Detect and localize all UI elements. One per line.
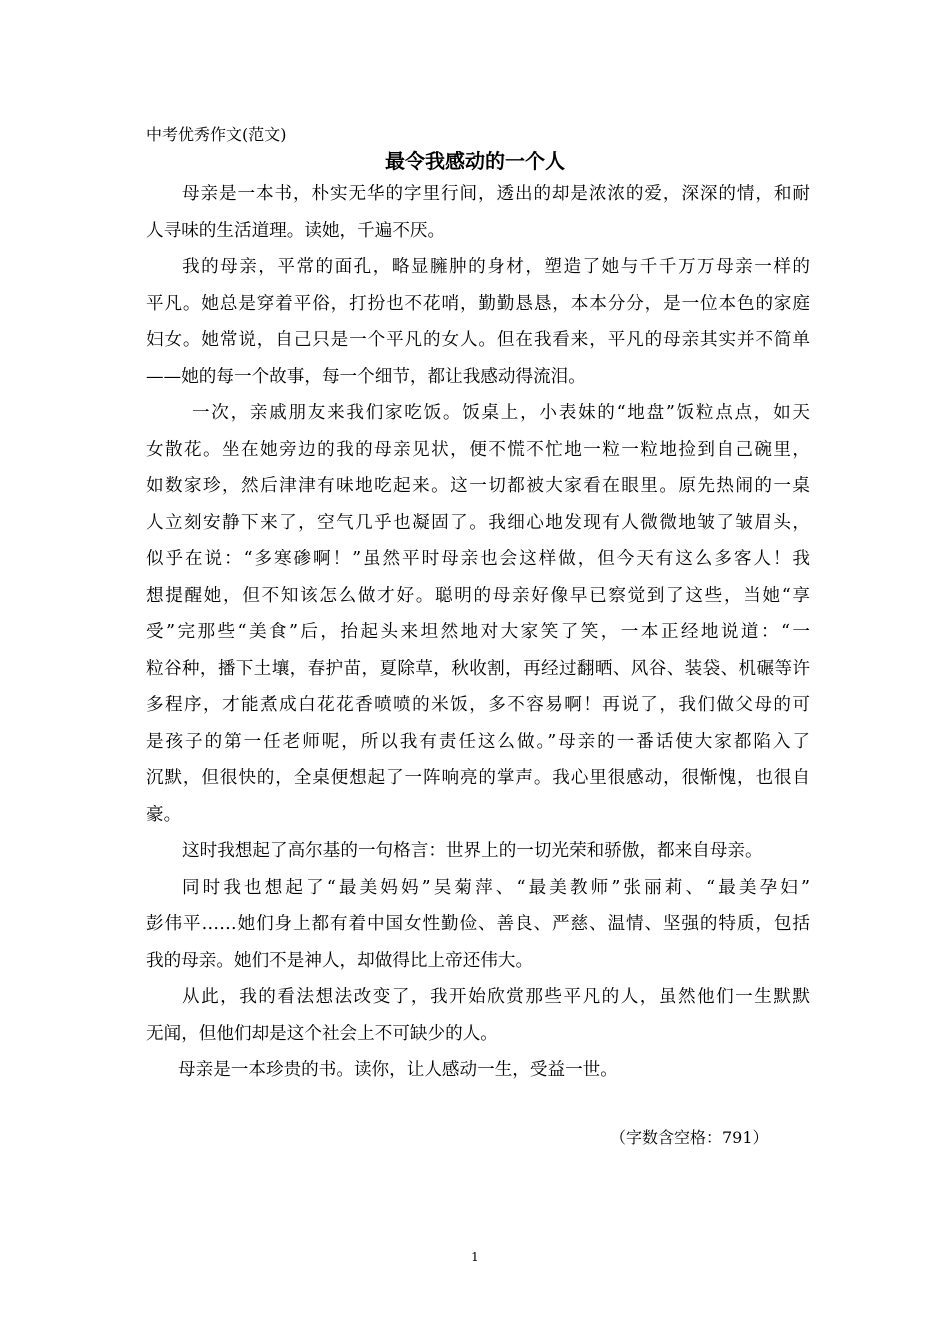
text-line: 同时我也想起了“最美妈妈”吴菊萍、“最美教师”张丽莉、“最美孕妇”	[182, 877, 810, 898]
paragraph-5	[146, 870, 810, 980]
text-line: 人寻味的生活道理。读她，千遍不厌。	[146, 220, 446, 241]
paragraph-7	[146, 1052, 810, 1089]
text-line: 我的母亲。她们不是神人，却做得比上帝还伟大。	[146, 950, 534, 971]
text-line: 母亲是一本珍贵的书。读你，让人感动一生，受益一世。	[178, 1060, 618, 1080]
text-line: ——她的每一个故事，每一个细节，都让我感动得流泪。	[146, 366, 586, 387]
text-line: 无闻，但他们却是这个社会上不可缺少的人。	[146, 1023, 498, 1044]
text-line: 平凡。她总是穿着平俗，打扮也不花哨，勤勤恳恳，本本分分，是一位本色的家庭	[146, 293, 810, 314]
text-line: 是孩子的第一任老师呢，所以我有责任这么做。”母亲的一番话使大家都陷入了	[146, 731, 810, 752]
essay-body	[146, 176, 810, 1089]
page-number: 1	[471, 1250, 479, 1264]
text-line: 女散花。坐在她旁边的我的母亲见状，便不慌不忙地一粒一粒地捡到自己碗里，	[146, 439, 810, 460]
text-line: 从此，我的看法想法改变了，我开始欣赏那些平凡的人，虽然他们一生默默	[182, 987, 810, 1007]
text-line: 母亲是一本书，朴实无华的字里行间，透出的却是浓浓的爱，深深的情，和耐	[182, 184, 810, 204]
text-line: 想提醒她，但不知该怎么做才好。聪明的母亲好像早已察觉到了这些，当她“享	[146, 585, 810, 606]
paragraph-3	[146, 395, 810, 833]
paragraph-1	[146, 176, 810, 249]
paragraph-6	[146, 979, 810, 1052]
text-line: 多程序，才能煮成白花花香喷喷的米饭，多不容易啊！再说了，我们做父母的可	[146, 695, 810, 715]
text-line: 如数家珍，然后津津有味地吃起来。这一切都被大家看在眼里。原先热闹的一桌	[146, 476, 810, 496]
text-line: 人立刻安静下来了，空气几乎也凝固了。我细心地发现有人微微地皱了皱眉头，	[146, 512, 810, 533]
paragraph-2	[146, 249, 810, 395]
text-line: 沉默，但很快的，全桌便想起了一阵响亮的掌声。我心里很感动，很惭愧，也很自	[146, 768, 810, 788]
header-label: 中考优秀作文(范文)	[146, 125, 287, 144]
text-line: 粒谷种，播下土壤，春护苗，夏除草，秋收割，再经过翻晒、风谷、装袋、机碾等许	[146, 658, 810, 679]
text-line: 彭伟平……她们身上都有着中国女性勤俭、善良、严慈、温情、坚强的特质，包括	[146, 914, 810, 934]
text-line: 一次，亲戚朋友来我们家吃饭。饭桌上，小表妹的“地盘”饭粒点点，如天	[192, 403, 810, 423]
text-line: 豪。	[146, 804, 182, 825]
text-line: 受”完那些“美食”后，抬起头来坦然地对大家笑了笑，一本正经地说道：“一	[146, 622, 810, 642]
text-line: 妇女。她常说，自己只是一个平凡的女人。但在我看来，平凡的母亲其实并不简单	[146, 330, 810, 350]
text-line: 这时我想起了高尔基的一句格言：世界上的一切光荣和骄傲，都来自母亲。	[182, 841, 763, 861]
text-line: 似乎在说：“多寒碜啊！”虽然平时母亲也会这样做，但今天有这么多客人！我	[146, 549, 810, 569]
text-line: 我的母亲，平常的面孔，略显臃肿的身材，塑造了她与千千万万母亲一样的	[182, 257, 810, 277]
word-count: （字数含空格：791）	[610, 1128, 769, 1147]
essay-title: 最令我感动的一个人	[385, 149, 565, 173]
paragraph-4	[146, 833, 810, 870]
